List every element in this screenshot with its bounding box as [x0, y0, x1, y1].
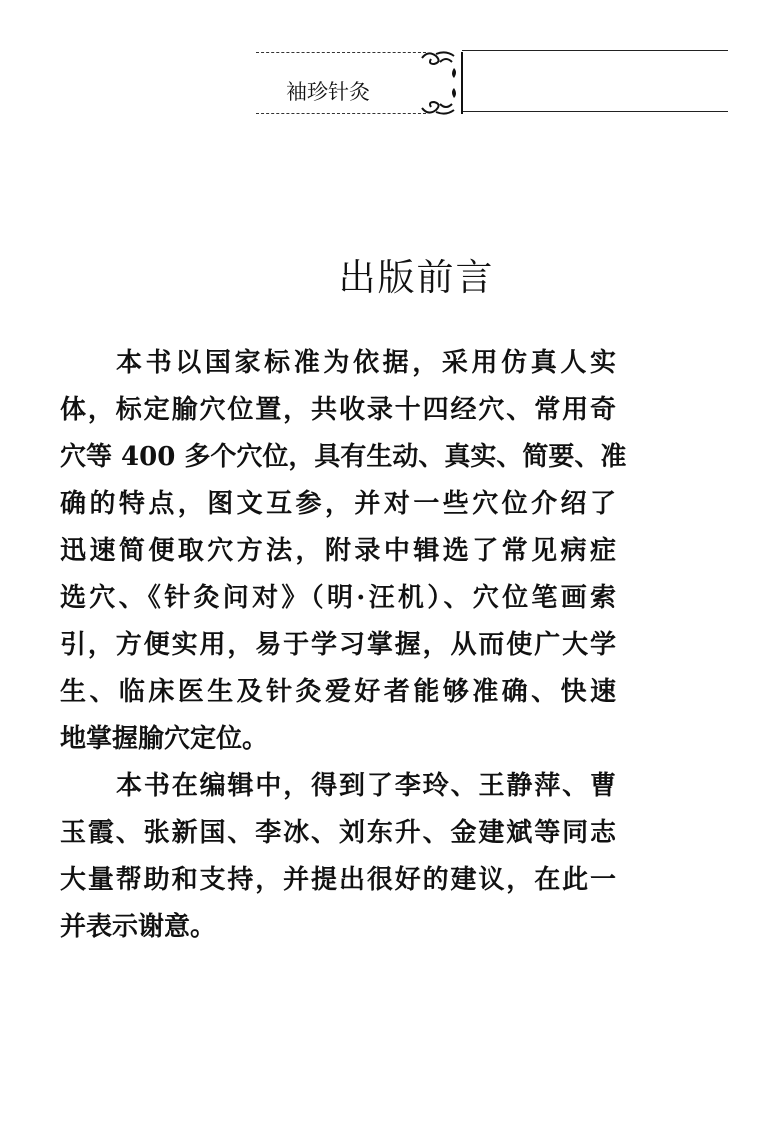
text-line: 大量帮助和支持，并提出很好的建议，在此一	[60, 865, 616, 895]
text-line: 引，方便实用，易于学习掌握，从而使广大学	[60, 630, 616, 660]
page-title: 出版前言	[338, 255, 495, 299]
header-rule-bottom-left	[256, 113, 426, 114]
text-line: 穴等 400 多个穴位，具有生动、真实、简要、准	[60, 442, 627, 472]
ornament-icon	[418, 48, 466, 118]
text-line: 确的特点，图文互参，并对一些穴位介绍了	[60, 489, 616, 519]
text-line: 玉霞、张新国、李冰、刘东升、金建斌等同志	[60, 818, 616, 848]
text-line: 生、临床医生及针灸爱好者能够准确、快速	[60, 677, 616, 707]
header-rule-top-left	[256, 52, 426, 53]
text-line: 选穴、《针灸问对》（明·汪机）、穴位笔画索	[60, 583, 616, 613]
text-line: 地掌握腧穴定位。	[60, 724, 269, 754]
paragraph-2	[60, 763, 616, 951]
paragraph-1	[60, 340, 627, 763]
header-rule-bottom-right	[462, 111, 728, 112]
text-line: 本书以国家标准为依据，采用仿真人实	[116, 348, 616, 378]
text-line: 体，标定腧穴位置，共收录十四经穴、常用奇	[60, 395, 616, 425]
text-line: 迅速简便取穴方法，附录中辑选了常见病症	[60, 536, 616, 566]
header-rule-top-right	[462, 50, 728, 51]
text-line: 本书在编辑中，得到了李玲、王静萍、曹	[116, 771, 616, 801]
text-line: 并表示谢意。	[60, 912, 217, 942]
running-title: 袖珍针灸	[286, 80, 370, 104]
preface-body	[60, 340, 627, 951]
